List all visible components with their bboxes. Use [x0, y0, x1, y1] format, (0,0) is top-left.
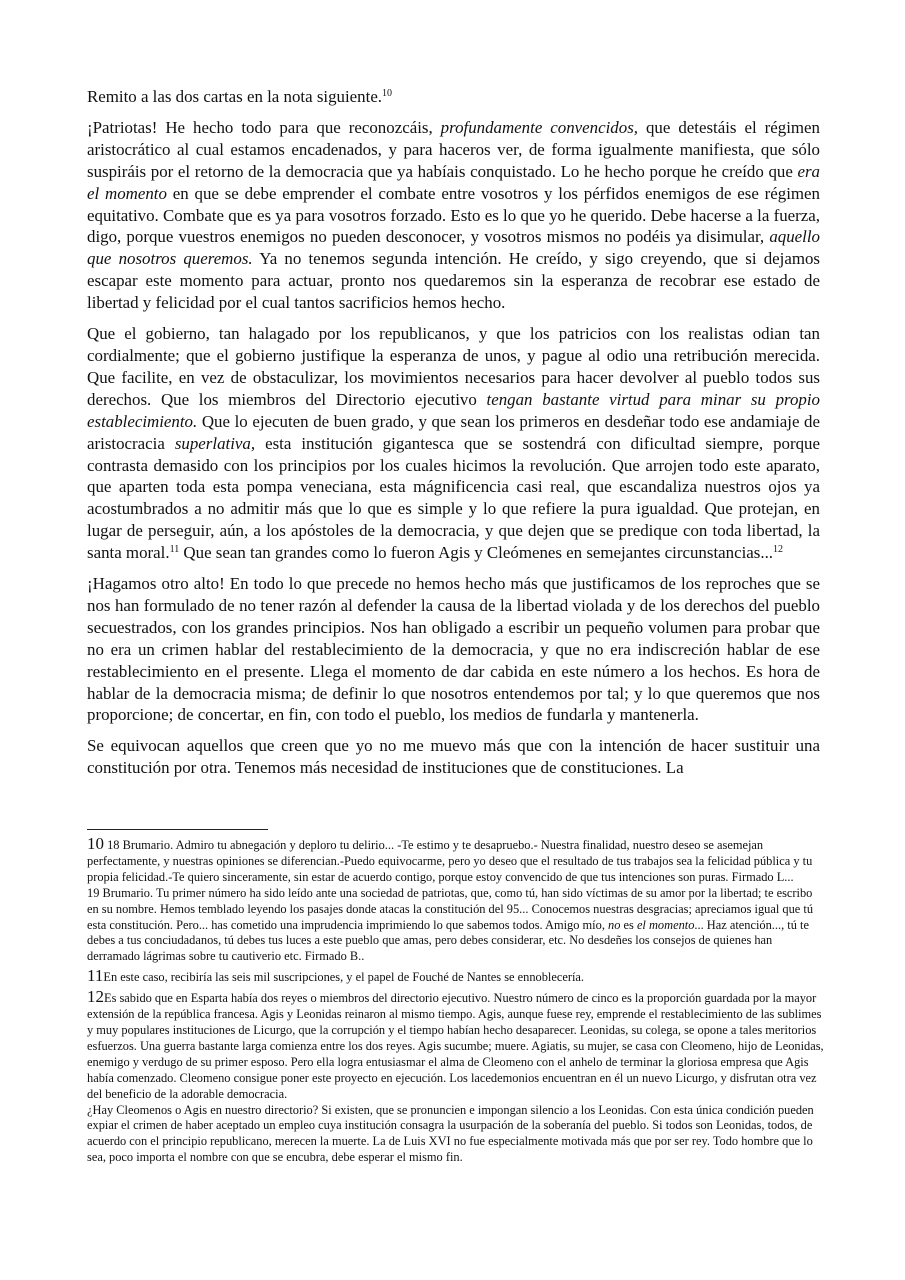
- italic-text: aquello que nosotros queremos.: [87, 227, 820, 269]
- text-run: ... Haz atención..., tú te debes a tus conciudadanos, tú debes tus luces a este pueblo que amas, pero debes considerar, etc. No desdeñes los consejos de quienes han derramado lágrimas sobre tu cautiverio etc. Firmado B..: [87, 917, 809, 964]
- body-paragraph: [87, 86, 820, 108]
- text-run: Se equivocan aquellos que creen que yo no me muevo más que con la intención de hacer sustituir una constitución por otra. Tenemos más necesidad de instituciones que de constituciones. La: [87, 736, 820, 778]
- italic-text: profundamente convencidos,: [440, 117, 638, 137]
- footnote-paragraph: [87, 1103, 827, 1167]
- footnote-11: [87, 968, 827, 986]
- footnote-paragraph: [87, 968, 827, 986]
- text-run: esta institución gigantesca que se sostendrá con dificultad siempre, porque contrasta demasido con los principios por los cuales hicimos la revolución. Que arrojen todo este aparato, que aparten toda esta pompa veneciana, esta mágnificencia casi real, que escandaliza nuestros ojos ya acostumbrados a no admitir más que lo que es simple y lo que refiere la pura igualdad. Que protejan, en lugar de perseguir, aún, a los apóstoles de la democracia, y que dejen que se predique con toda libertad, la santa moral.: [87, 433, 820, 563]
- text-run: es: [620, 917, 637, 932]
- footnote-reference: 10: [382, 88, 393, 99]
- document-body: [87, 86, 820, 788]
- text-run: ¿Hay Cleomenos o Agis en nuestro directorio? Si existen, que se pronuncien e impongan silencio a los Leonidas. Con esta única condición pueden expiar el crimen de haber aceptado un empleo cuya institución consagra la usurpación de la soberanía del pueblo. Si todos son Leonidas, todos, de acuerdo con el principio republicano, merecen la muerte. La de Luis XVI no fue especialmente motivada más que por ser rey. Todo hombre que lo sea, poco importa el nombre con que se encubra, debe esperar el mismo fin.: [87, 1102, 814, 1165]
- text-run: ¡Patriotas! He hecho todo para que reconozcáis,: [87, 117, 441, 137]
- italic-text: no: [608, 917, 621, 932]
- footnote-12: [87, 989, 827, 1166]
- footnotes: [87, 836, 827, 1169]
- footnote-number: 10: [87, 834, 104, 853]
- footnote-paragraph: [87, 886, 827, 966]
- text-run: Que el gobierno, tan halagado por los republicanos, y que los patricios con los realistas odian tan cordialmente; que el gobierno justifique la esperanza de unos, y pague al odio una retribución merecida. Que facilite, en vez de obstaculizar, los movimientos necesarios para hacer devolver al pueblo todos sus derechos. Que los miembros del Directorio ejecutivo: [87, 324, 820, 409]
- footnote-number: 12: [87, 987, 104, 1007]
- footnote-10: [87, 836, 827, 965]
- body-paragraph: [87, 117, 820, 314]
- body-paragraph: [87, 573, 820, 726]
- footnote-number: 11: [87, 966, 104, 986]
- footnote-reference: 11: [169, 544, 180, 556]
- text-run: En este caso, recibiría las seis mil suscripciones, y el papel de Fouché de Nantes se ennoblecería.: [103, 970, 585, 985]
- body-paragraph: [87, 323, 820, 564]
- footnote-reference: 12: [773, 544, 784, 556]
- body-paragraph: [87, 735, 820, 779]
- text-run: ¡Hagamos otro alto! En todo lo que precede no hemos hecho más que justificamos de los reproches que se nos han formulado de no tener razón al defender la causa de la libertad violada y de los derechos del pueblo secuestrados, con los grandes principios. Nos han obligado a escribir un pequeño volumen para probar que no era un crimen hablar del restablecimiento de la democracia, y que no era indiscreción hablar de ese restablecimiento en el presente. Llega el momento de dar cabida en este número a los hechos. Es hora de hablar de la democracia misma; de definir lo que nosotros entendemos por tal; y lo que queremos que nos proporcione; de concertar, en fin, con todo el pueblo, los medios de fundarla y mantenerla.: [87, 574, 820, 725]
- italic-text: era el momento: [87, 161, 820, 203]
- text-run: 19 Brumario. Tu primer número ha sido leído ante una sociedad de patriotas, que, como tú, han sido víctimas de su amor por la libertad; te escribo en su nombre. Hemos temblado leyendo los pasajes donde atacas la constitución del 95... Conocemos nuestras desgracias; apreciamos igual que tú esta constitución. Pero... has cometido una imprudencia imprimiendo lo que sabemos todos. Amigo mío,: [87, 885, 814, 932]
- footnote-paragraph: [87, 836, 827, 886]
- text-run: Que sean tan grandes como lo fueron Agis y Cleómenes en semejantes circunstancias...: [179, 543, 774, 563]
- footnote-separator: [87, 829, 268, 830]
- italic-text: superlativa,: [174, 433, 256, 453]
- italic-text: el momento: [636, 917, 695, 932]
- text-run: en que se debe emprender el combate entre vosotros y los pérfidos enemigos de ese régimen equitativo. Combate que es ya para vosotros forzado. Esto es lo que yo he querido. Debe hacerse a la fuerza, digo, porque vuestros enemigos no pueden desconocer, y vosotros mismos no podéis ya disimular,: [87, 183, 820, 247]
- text-run: Ya no tenemos segunda intención. He creído, y sigo creyendo, que si dejamos escapar este momento para actuar, pronto nos quedaremos sin la esperanza de recobrar ese estado de libertad y felicidad por el cual tantos sacrificios hemos hecho.: [87, 249, 820, 313]
- text-run: Remito a las dos cartas en la nota siguiente.: [87, 87, 383, 106]
- text-run: Es sabido que en Esparta había dos reyes o miembros del directorio ejecutivo. Nuestro número de cinco es la proporción guardada por la mayor extensión de la república francesa. Agis y Leonidas reinaron al mismo tiempo. Agis, aunque fuese rey, emprende el restablecimiento de las sublimes y muy populares instituciones de Licurgo, que la corrupción y el tiempo habían hecho desaparecer. Leonidas, su colega, se opone a tales meritorios esfuerzos. Una guerra bastante larga comienza entre los dos reyes. Agis sucumbe; muere. Agiatis, su mujer, se casa con Cleomeno, hijo de Leonidas, enemigo y verdugo de su primer esposo. Pero ella logra entusiasmar el alma de Cleomeno con el anhelo de terminar la gloriosa empresa que Agis había comenzado. Cleomeno consigue poner este proyecto en ejecución. Los lacedemonios encuentran en él un nuevo Licurgo, y disfrutan otra vez del beneficio de la adorable democracia.: [87, 991, 824, 1101]
- footnote-paragraph: [87, 989, 827, 1102]
- text-run: que detestáis el régimen aristocrático al cual estamos encadenados, y para haceros ver, de forma igualmente manifiesta, que sólo suspiráis por el retorno de la democracia que ya habíais conquistado. Lo he hecho porque he creído que: [87, 117, 820, 181]
- italic-text: tengan bastante virtud para minar su propio establecimiento.: [87, 389, 821, 431]
- text-run: 18 Brumario. Admiro tu abnegación y deploro tu delirio... -Te estimo y te desapruebo.- Nuestra finalidad, nuestro deseo se asemejan perfectamente, y nuestras opiniones se diferencian.-Puedo equivocarme, pero yo deseo que el resultado de tus trabajos sea la felicidad pública y tu propia felicidad.-Te quiero sinceramente, sin estar de acuerdo contigo, porque estoy convencido de que tus intenciones son puras. Firmado L...: [87, 838, 813, 884]
- text-run: Que lo ejecuten de buen grado, y que sean los primeros en desdeñar todo ese andamiaje de aristocracia: [87, 411, 820, 453]
